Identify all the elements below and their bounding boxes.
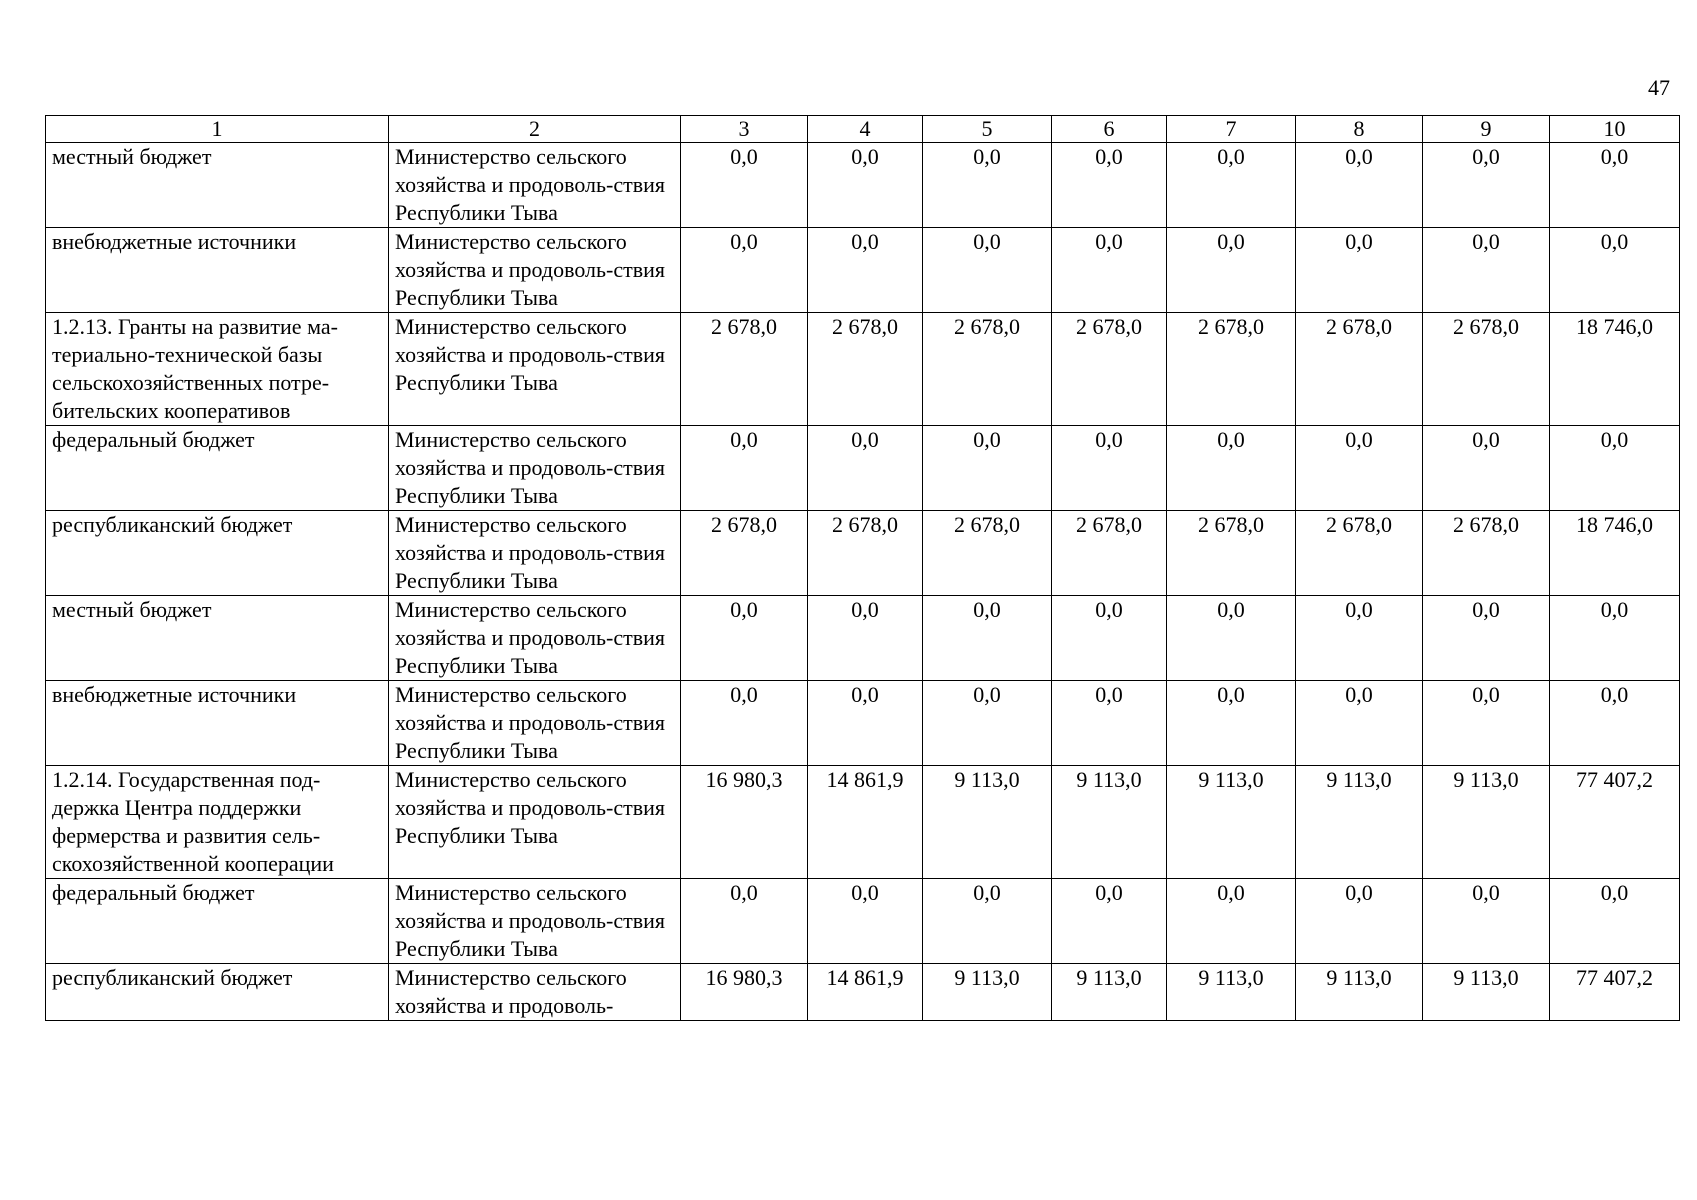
value-cell: 0,0 bbox=[808, 879, 923, 964]
funding-source-cell: федеральный бюджет bbox=[46, 879, 389, 964]
value-cell: 0,0 bbox=[1296, 228, 1423, 313]
value-cell: 0,0 bbox=[923, 681, 1052, 766]
header-cell: 7 bbox=[1167, 116, 1296, 143]
value-cell: 0,0 bbox=[681, 426, 808, 511]
executor-cell: Министерство сельского хозяйства и продоволь-ствия Республики Тыва bbox=[389, 228, 681, 313]
value-cell: 0,0 bbox=[1296, 143, 1423, 228]
funding-source-cell: внебюджетные источники bbox=[46, 228, 389, 313]
value-cell: 0,0 bbox=[1052, 681, 1167, 766]
value-cell: 0,0 bbox=[1167, 228, 1296, 313]
value-cell: 0,0 bbox=[1052, 426, 1167, 511]
value-cell: 0,0 bbox=[1052, 879, 1167, 964]
measure-cell: 1.2.13. Гранты на развитие ма-териально-технической базы сельскохозяйственных потре-бительских кооперативов bbox=[46, 313, 389, 426]
value-cell: 0,0 bbox=[1296, 596, 1423, 681]
value-cell: 0,0 bbox=[1052, 228, 1167, 313]
value-cell: 2 678,0 bbox=[681, 511, 808, 596]
value-cell: 2 678,0 bbox=[1052, 511, 1167, 596]
executor-cell: Министерство сельского хозяйства и продоволь-ствия Республики Тыва bbox=[389, 143, 681, 228]
value-cell: 0,0 bbox=[923, 228, 1052, 313]
executor-cell: Министерство сельского хозяйства и продоволь-ствия Республики Тыва bbox=[389, 681, 681, 766]
value-cell: 9 113,0 bbox=[1423, 964, 1550, 1021]
value-cell: 9 113,0 bbox=[1296, 964, 1423, 1021]
value-cell: 2 678,0 bbox=[1423, 313, 1550, 426]
value-cell: 0,0 bbox=[681, 228, 808, 313]
value-cell: 0,0 bbox=[1167, 879, 1296, 964]
value-cell: 0,0 bbox=[923, 596, 1052, 681]
value-cell: 9 113,0 bbox=[923, 766, 1052, 879]
table-row bbox=[46, 143, 1680, 228]
table-row bbox=[46, 426, 1680, 511]
total-cell: 0,0 bbox=[1550, 596, 1680, 681]
value-cell: 2 678,0 bbox=[808, 313, 923, 426]
value-cell: 9 113,0 bbox=[1167, 766, 1296, 879]
header-cell: 9 bbox=[1423, 116, 1550, 143]
funding-source-cell: местный бюджет bbox=[46, 143, 389, 228]
value-cell: 0,0 bbox=[808, 228, 923, 313]
funding-source-cell: внебюджетные источники bbox=[46, 681, 389, 766]
executor-cell: Министерство сельского хозяйства и продоволь- bbox=[389, 964, 681, 1021]
header-cell: 5 bbox=[923, 116, 1052, 143]
funding-source-cell: федеральный бюджет bbox=[46, 426, 389, 511]
value-cell: 9 113,0 bbox=[1423, 766, 1550, 879]
value-cell: 0,0 bbox=[1167, 681, 1296, 766]
value-cell: 0,0 bbox=[1423, 228, 1550, 313]
value-cell: 16 980,3 bbox=[681, 766, 808, 879]
total-cell: 0,0 bbox=[1550, 426, 1680, 511]
table-row bbox=[46, 964, 1680, 1021]
value-cell: 0,0 bbox=[1167, 143, 1296, 228]
value-cell: 0,0 bbox=[1423, 879, 1550, 964]
table-row bbox=[46, 766, 1680, 879]
page-number: 47 bbox=[1648, 75, 1670, 100]
header-cell: 10 bbox=[1550, 116, 1680, 143]
total-cell: 0,0 bbox=[1550, 143, 1680, 228]
value-cell: 9 113,0 bbox=[1167, 964, 1296, 1021]
value-cell: 0,0 bbox=[1423, 426, 1550, 511]
header-cell: 2 bbox=[389, 116, 681, 143]
value-cell: 2 678,0 bbox=[1296, 313, 1423, 426]
value-cell: 9 113,0 bbox=[923, 964, 1052, 1021]
value-cell: 0,0 bbox=[681, 879, 808, 964]
budget-table bbox=[45, 115, 1680, 1021]
total-cell: 18 746,0 bbox=[1550, 511, 1680, 596]
value-cell: 0,0 bbox=[1423, 681, 1550, 766]
executor-cell: Министерство сельского хозяйства и продоволь-ствия Республики Тыва bbox=[389, 426, 681, 511]
value-cell: 9 113,0 bbox=[1052, 766, 1167, 879]
value-cell: 2 678,0 bbox=[808, 511, 923, 596]
value-cell: 2 678,0 bbox=[1167, 511, 1296, 596]
value-cell: 0,0 bbox=[1423, 143, 1550, 228]
value-cell: 16 980,3 bbox=[681, 964, 808, 1021]
value-cell: 14 861,9 bbox=[808, 964, 923, 1021]
total-cell: 0,0 bbox=[1550, 228, 1680, 313]
value-cell: 0,0 bbox=[681, 596, 808, 681]
value-cell: 0,0 bbox=[1296, 879, 1423, 964]
value-cell: 0,0 bbox=[1296, 681, 1423, 766]
value-cell: 2 678,0 bbox=[923, 511, 1052, 596]
value-cell: 0,0 bbox=[923, 879, 1052, 964]
funding-source-cell: местный бюджет bbox=[46, 596, 389, 681]
table-row bbox=[46, 879, 1680, 964]
value-cell: 0,0 bbox=[808, 681, 923, 766]
value-cell: 2 678,0 bbox=[1167, 313, 1296, 426]
header-row bbox=[46, 116, 1680, 143]
total-cell: 18 746,0 bbox=[1550, 313, 1680, 426]
funding-source-cell: республиканский бюджет bbox=[46, 511, 389, 596]
executor-cell: Министерство сельского хозяйства и продоволь-ствия Республики Тыва bbox=[389, 596, 681, 681]
total-cell: 0,0 bbox=[1550, 681, 1680, 766]
value-cell: 0,0 bbox=[923, 426, 1052, 511]
value-cell: 0,0 bbox=[1052, 143, 1167, 228]
value-cell: 2 678,0 bbox=[1296, 511, 1423, 596]
header-cell: 6 bbox=[1052, 116, 1167, 143]
table-row bbox=[46, 681, 1680, 766]
funding-source-cell: республиканский бюджет bbox=[46, 964, 389, 1021]
value-cell: 2 678,0 bbox=[681, 313, 808, 426]
header-cell: 3 bbox=[681, 116, 808, 143]
header-cell: 1 bbox=[46, 116, 389, 143]
value-cell: 0,0 bbox=[808, 596, 923, 681]
value-cell: 0,0 bbox=[808, 143, 923, 228]
value-cell: 9 113,0 bbox=[1296, 766, 1423, 879]
executor-cell: Министерство сельского хозяйства и продоволь-ствия Республики Тыва bbox=[389, 511, 681, 596]
total-cell: 77 407,2 bbox=[1550, 766, 1680, 879]
total-cell: 77 407,2 bbox=[1550, 964, 1680, 1021]
value-cell: 0,0 bbox=[1167, 596, 1296, 681]
table-row bbox=[46, 596, 1680, 681]
value-cell: 14 861,9 bbox=[808, 766, 923, 879]
table-row bbox=[46, 228, 1680, 313]
value-cell: 0,0 bbox=[923, 143, 1052, 228]
value-cell: 9 113,0 bbox=[1052, 964, 1167, 1021]
value-cell: 0,0 bbox=[1423, 596, 1550, 681]
header-cell: 8 bbox=[1296, 116, 1423, 143]
table-row bbox=[46, 511, 1680, 596]
value-cell: 0,0 bbox=[681, 143, 808, 228]
value-cell: 0,0 bbox=[1296, 426, 1423, 511]
total-cell: 0,0 bbox=[1550, 879, 1680, 964]
executor-cell: Министерство сельского хозяйства и продоволь-ствия Республики Тыва bbox=[389, 879, 681, 964]
executor-cell: Министерство сельского хозяйства и продоволь-ствия Республики Тыва bbox=[389, 766, 681, 879]
value-cell: 2 678,0 bbox=[923, 313, 1052, 426]
value-cell: 2 678,0 bbox=[1052, 313, 1167, 426]
value-cell: 0,0 bbox=[808, 426, 923, 511]
measure-cell: 1.2.14. Государственная под-держка Центра поддержки фермерства и развития сель-скохозяйственной кооперации bbox=[46, 766, 389, 879]
value-cell: 0,0 bbox=[681, 681, 808, 766]
executor-cell: Министерство сельского хозяйства и продоволь-ствия Республики Тыва bbox=[389, 313, 681, 426]
value-cell: 2 678,0 bbox=[1423, 511, 1550, 596]
value-cell: 0,0 bbox=[1167, 426, 1296, 511]
table-row bbox=[46, 313, 1680, 426]
value-cell: 0,0 bbox=[1052, 596, 1167, 681]
header-cell: 4 bbox=[808, 116, 923, 143]
